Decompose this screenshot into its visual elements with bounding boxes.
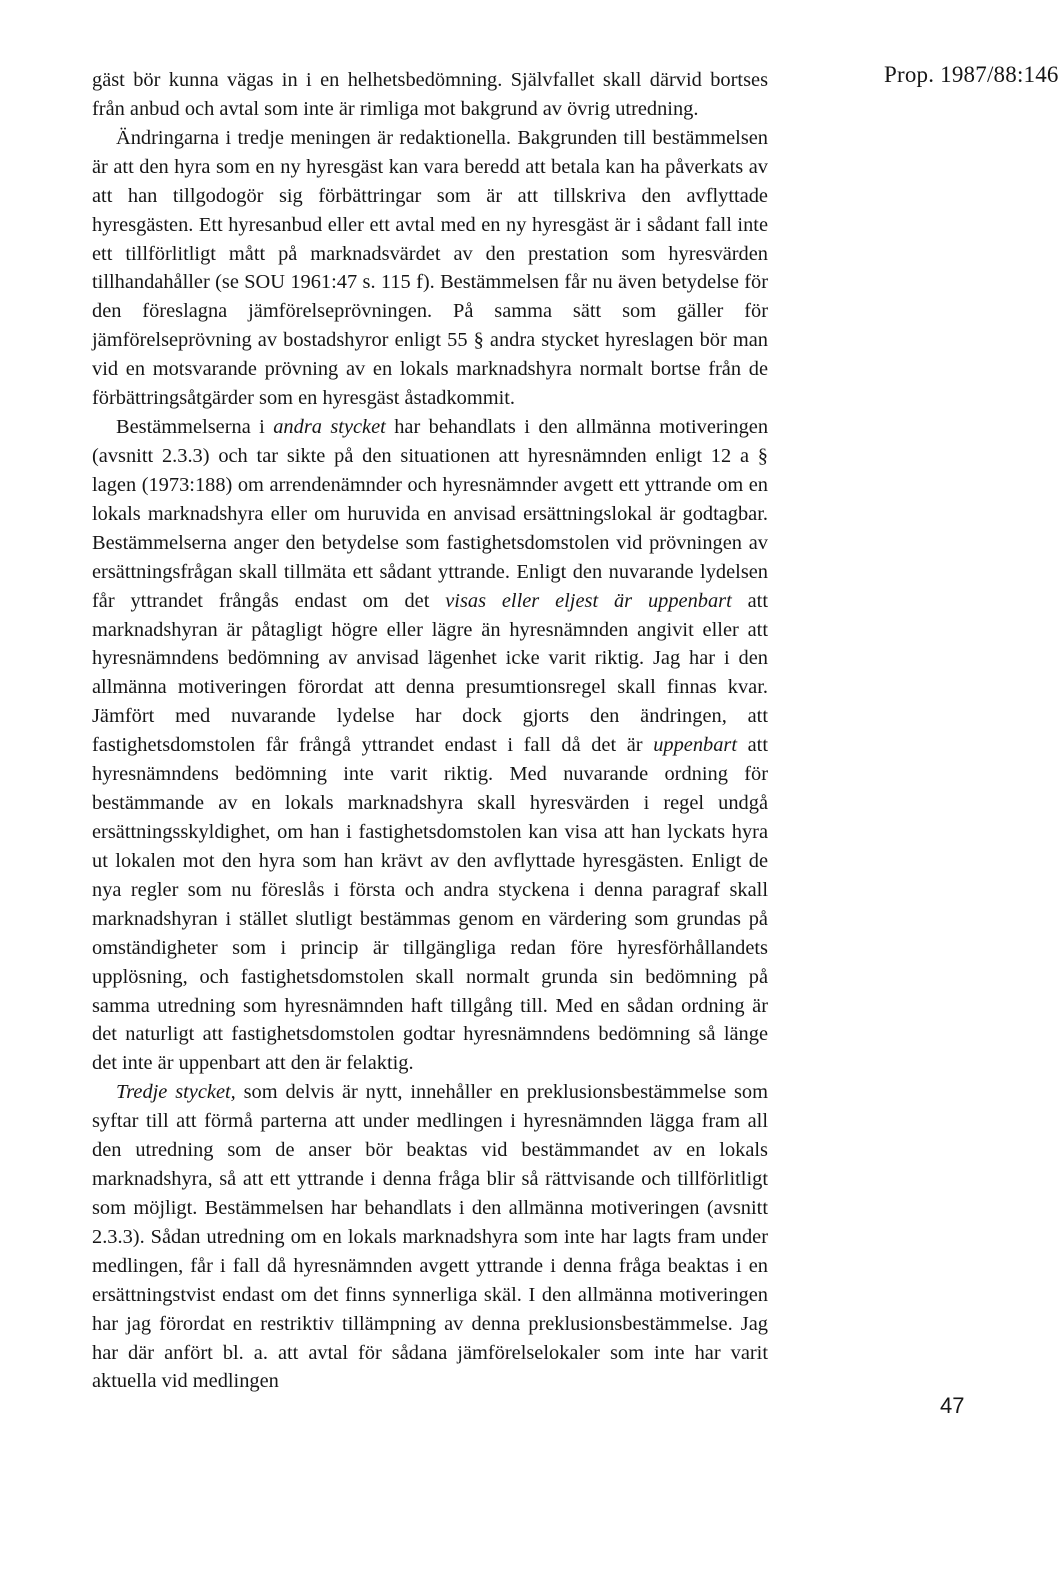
paragraph-1: gäst bör kunna vägas in i en helhetsbedömning. Självfallet skall därvid bortses från anbud och avtal som inte är rimliga mot bakgrund av övrig utredning. [92, 69, 768, 120]
paragraph-3-text: har behandlats i den allmänna motiveringen (avsnitt 2.3.3) och tar sikte på den situationen att hyresnämnden enligt 12 a § lagen (1973:188) om arrendenämnder och hyresnämnder avgett ett yttrande om en lokals marknadshyra eller om huruvida en anvisad ersättningslokal är godtagbar. Bestämmelserna anger den betydelse som fastighetsdomstolen vid prövningen av ersättningsfrågan skall tillmäta ett sådant yttrande. Enligt den nuvarande lydelsen får yttrandet frångås endast om det [92, 416, 769, 612]
paragraph-3-text: att hyresnämndens bedömning inte varit riktig. Med nuvarande ordning för bestämmande av en lokals marknadshyra skall hyresvärden i regel undgå ersättningsskyldighet, om han i fastighetsdomstolen kan visa att han lyckats hyra ut lokalen mot den hyra som han krävt av den avflyttade hyresgästen. Enligt de nya regler som nu föreslås i första och andra styckena i denna paragraf skall marknadshyran i stället slutligt bestämmas genom en värdering som grundas på omständigheter som i princip är tillgängliga redan före hyresförhållandets upplösning, och fastighetsdomstolen skall normalt grunda sin bedömning på samma utredning som hyresnämnden haft tillgång till. Med en sådan ordning är det naturligt att fastighetsdomstolen godtar hyresnämndens bedömning så länge det inte är uppenbart att den är felaktig. [92, 734, 768, 1075]
paragraph-3-text: att marknadshyran är påtagligt högre eller lägre än hyresnämnden angivit eller att hyresnämndens bedömning av anvisad lägenhet icke varit riktig. Jag har i den allmänna motiveringen förordat att denna presumtionsregel skall finnas kvar. Jämfört med nuvarande lydelse har dock gjorts den ändringen, att fastighetsdomstolen får frångå yttrandet endast i fall då det är [92, 589, 768, 757]
paragraph-3-text: Bestämmelserna i [116, 416, 274, 439]
paragraph-3-emphasis: andra stycket [273, 416, 386, 439]
paragraph-3 [92, 413, 768, 1078]
proposition-reference: Prop. 1987/88:146 [884, 62, 1059, 87]
page-number: 47 [940, 1393, 965, 1418]
paragraph-4-text: som delvis är nytt, innehåller en preklusionsbestämmelse som syftar till att förmå parterna att under medlingen i hyresnämnden lägga fram all den utredning som de anser bör beaktas vid bestämmandet av en lokals marknadshyra, så att ett yttrande i denna fråga blir så rättvisande och tillförlitligt som möjligt. Bestämmelsen har behandlats i den allmänna motiveringen (avsnitt 2.3.3). Sådan utredning om en lokals marknadshyra som inte har lagts fram under medlingen, får i fall då hyresnämnden avgett yttrande i denna fråga beaktas i en ersättningstvist endast om det finns synnerliga skäl. I den allmänna motiveringen har jag förordat en restriktiv tillämpning av denna preklusionsbestämmelse. Jag har där anfört bl. a. att avtal för sådana jämförelselokaler som inte har varit aktuella vid medlingen [92, 1081, 768, 1393]
paragraph-4-emphasis: Tredje stycket, [116, 1081, 236, 1104]
body-text [92, 66, 768, 1396]
paragraph-3-emphasis: uppenbart [653, 734, 738, 757]
paragraph-2: Ändringarna i tredje meningen är redaktionella. Bakgrunden till bestämmelsen är att den hyra som en ny hyresgäst kan vara beredd att betala kan ha påverkats av att han tillgodogör sig förbättringar som är att tillskriva den avflyttade hyresgästen. Ett hyresanbud eller ett avtal med en ny hyresgäst är i sådant fall inte ett tillförlitligt mått på marknadsvärdet av den prestation som hyresvärden tillhandahåller (se SOU 1961:47 s. 115 f). Bestämmelsen får nu även betydelse för den föreslagna jämförelseprövningen. På samma sätt som gäller för jämförelseprövning av bostadshyror enligt 55 § andra stycket hyreslagen bör man vid en motsvarande prövning av en lokals marknadshyra normalt bortse från de förbättringsåtgärder som en hyresgäst åstadkommit. [92, 126, 768, 410]
paragraph-4 [92, 1078, 768, 1396]
paragraph-3-emphasis: visas eller eljest är uppenbart [445, 589, 732, 612]
